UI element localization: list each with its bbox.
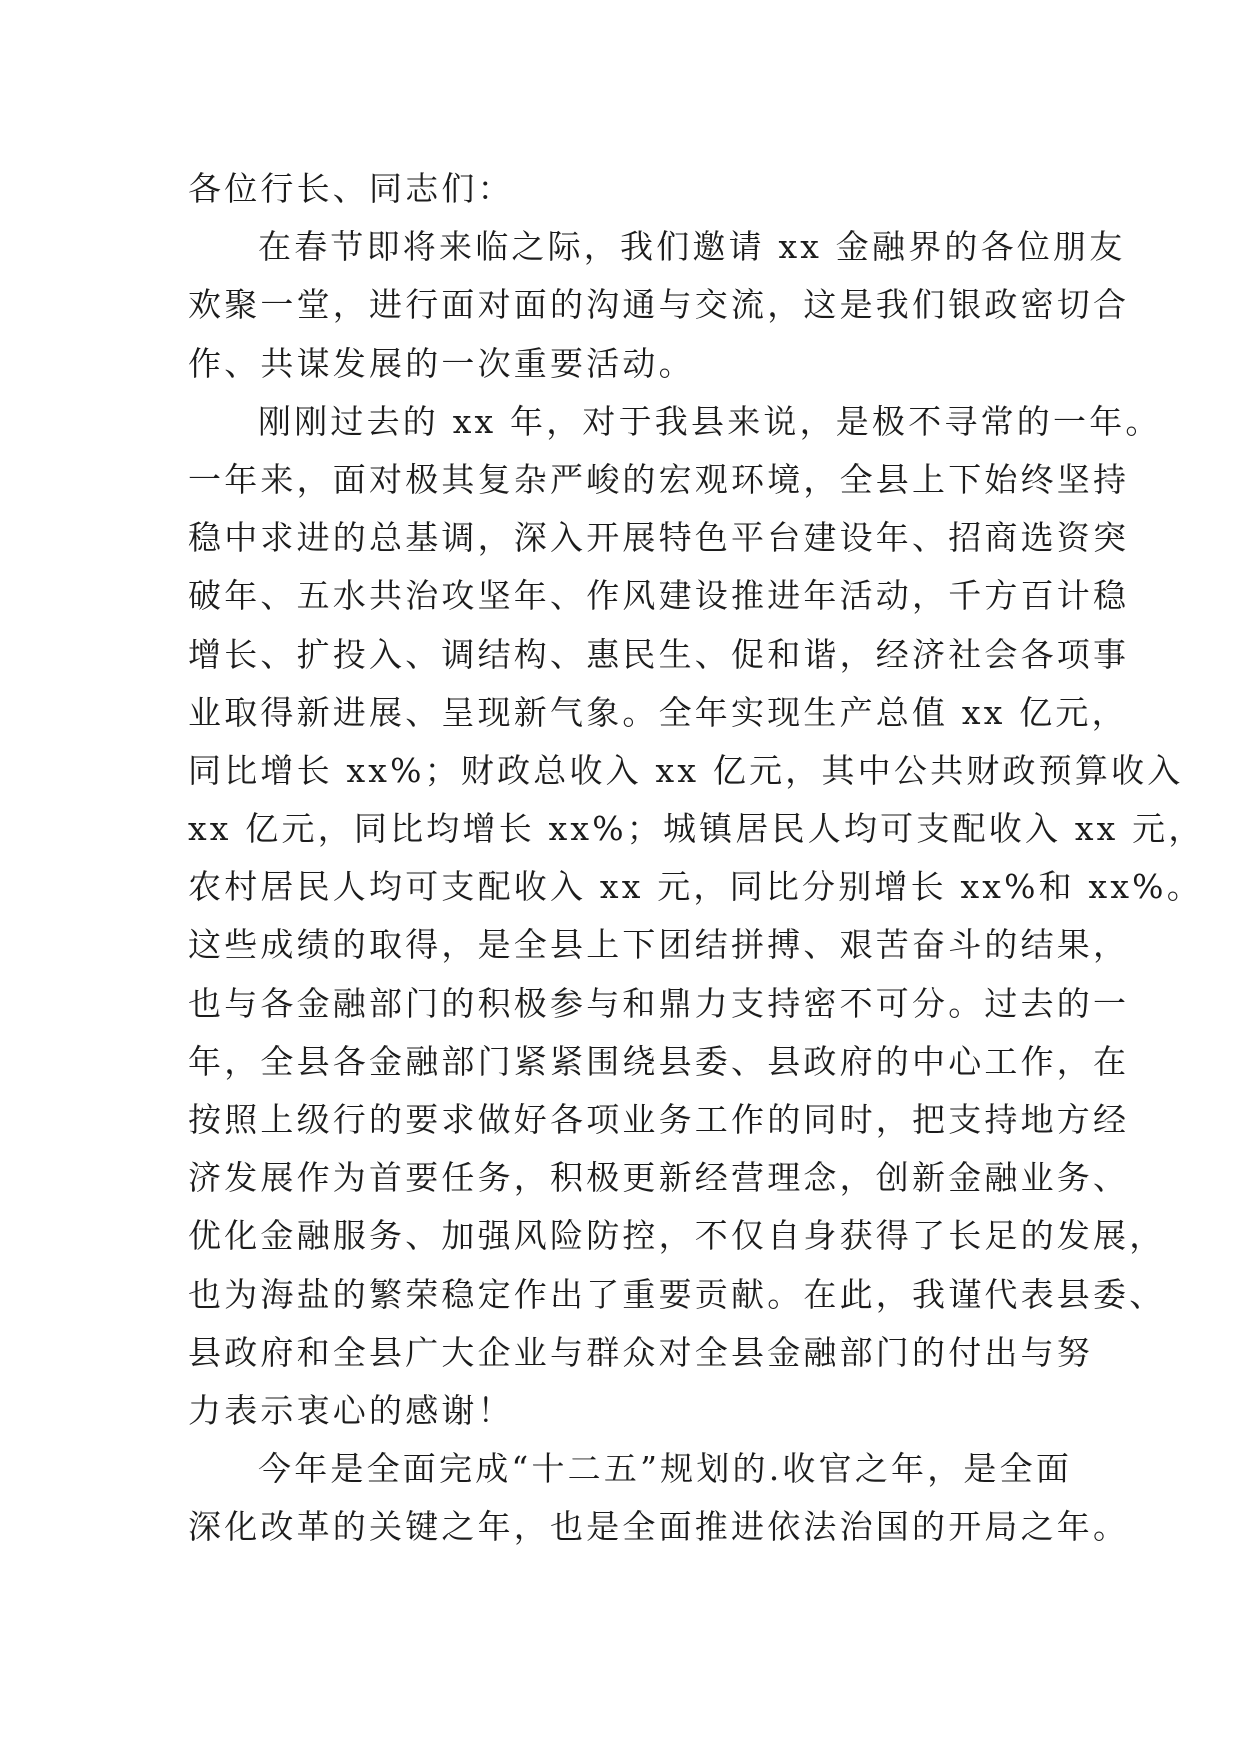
text-line: 今年是全面完成“十二五”规划的.收官之年，是全面: [258, 1449, 1073, 1489]
text-line: 济发展作为首要任务，积极更新经营理念，创新金融业务、: [188, 1158, 1130, 1198]
text-line: 一年来，面对极其复杂严峻的宏观环境，全县上下始终坚持: [188, 459, 1130, 499]
paragraph-3: [188, 1440, 1130, 1556]
text-line: 优化金融服务、加强风险防控，不仅自身获得了长足的发展，: [188, 1216, 1166, 1256]
text-line: 力表示衷心的感谢！: [188, 1390, 514, 1430]
text-line: 年，全县各金融部门紧紧围绕县委、县政府的中心工作，在: [188, 1041, 1130, 1081]
paragraph-1: [188, 218, 1130, 393]
text-line: 增长、扩投入、调结构、惠民生、促和谐，经济社会各项事: [188, 634, 1130, 674]
text-line: 深化改革的关键之年，也是全面推进依法治国的开局之年。: [188, 1507, 1130, 1547]
text-line: 同比增长 xx%；财政总收入 xx 亿元，其中公共财政预算收入: [188, 750, 1184, 790]
text-line: 在春节即将来临之际，我们邀请 xx 金融界的各位朋友: [258, 227, 1126, 267]
text-line: 县政府和全县广大企业与群众对全县金融部门的付出与努: [188, 1332, 1093, 1372]
text-line: 业取得新进展、呈现新气象。全年实现生产总值 xx 亿元，: [188, 692, 1128, 732]
paragraph-2: [188, 393, 1205, 1440]
salutation: 各位行长、同志们：: [188, 169, 514, 208]
text-line: 也为海盐的繁荣稳定作出了重要贡献。在此，我谨代表县委、: [188, 1274, 1166, 1314]
text-line: 稳中求进的总基调，深入开展特色平台建设年、招商选资突: [188, 518, 1130, 558]
text-line: 也与各金融部门的积极参与和鼎力支持密不可分。过去的一: [188, 983, 1130, 1023]
text-line: 刚刚过去的 xx 年，对于我县来说，是极不寻常的一年。: [258, 401, 1162, 441]
speech-body: [188, 160, 1205, 1557]
text-line: 破年、五水共治攻坚年、作风建设推进年活动，千方百计稳: [188, 576, 1130, 616]
text-line: 作、共谋发展的一次重要活动。: [188, 343, 695, 383]
text-line: xx 亿元，同比均增长 xx%；城镇居民人均可支配收入 xx 元，: [188, 809, 1205, 849]
text-line: 这些成绩的取得，是全县上下团结拼搏、艰苦奋斗的结果，: [188, 925, 1130, 965]
text-line: 欢聚一堂，进行面对面的沟通与交流，这是我们银政密切合: [188, 285, 1130, 325]
text-line: 农村居民人均可支配收入 xx 元，同比分别增长 xx%和 xx%。: [188, 867, 1203, 907]
text-line: 按照上级行的要求做好各项业务工作的同时，把支持地方经: [188, 1100, 1130, 1139]
